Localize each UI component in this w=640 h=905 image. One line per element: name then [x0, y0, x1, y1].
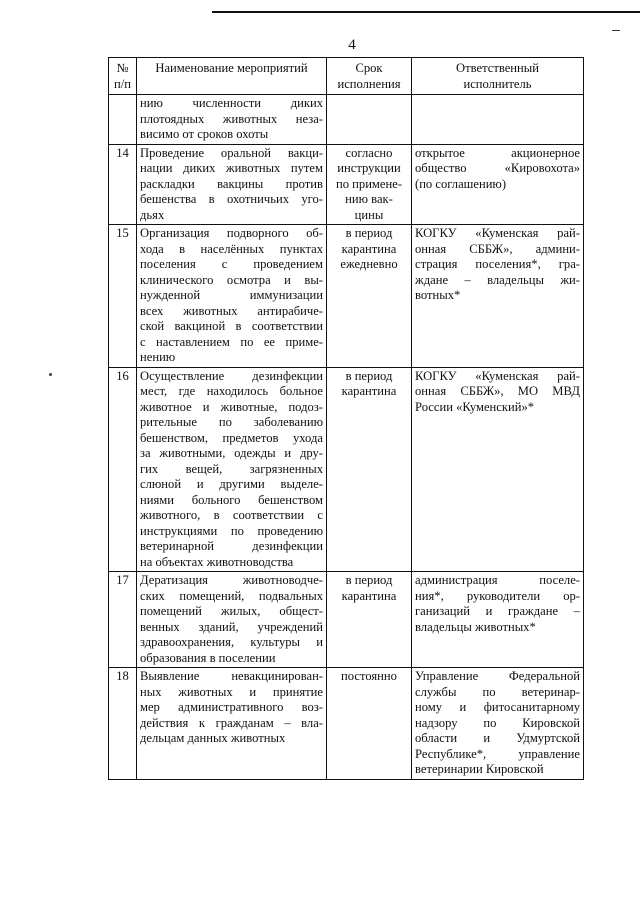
- name-text-line: за животными, одежды и дру-: [140, 446, 323, 460]
- term-text-line: карантина: [341, 384, 397, 398]
- resp-text-line: области и Удмуртской: [415, 731, 580, 745]
- row-number: 16: [109, 367, 137, 572]
- table-row: [109, 95, 584, 145]
- term-text-line: карантина: [341, 588, 397, 603]
- header-num-line: №: [116, 61, 129, 75]
- name-text-line: рительные по заболеванию: [140, 415, 323, 429]
- term-text-line: согласно: [345, 145, 393, 160]
- resp-text-line: страция поселения*, гра-: [415, 257, 580, 271]
- name-text-line: Проведение оральной вакци-: [140, 145, 323, 160]
- name-text-line: всех животных антирабиче-: [140, 303, 323, 318]
- cell-name: [137, 572, 327, 668]
- table-header-row: [109, 58, 584, 95]
- name-text-line: нению: [140, 350, 176, 364]
- cell-resp: [412, 95, 584, 145]
- header-num: [109, 58, 137, 95]
- row-number: 17: [109, 572, 137, 668]
- cell-resp: [412, 572, 584, 668]
- header-resp-line: Ответственный: [456, 61, 539, 75]
- table-row: [109, 668, 584, 780]
- table-row: [109, 225, 584, 368]
- header-num-line: п/п: [114, 76, 131, 91]
- table-body: [109, 95, 584, 780]
- resp-text-line: надзору по Кировской: [415, 715, 580, 730]
- name-text-line: животное и животные, подоз-: [140, 399, 323, 414]
- name-text-line: дельцам данных животных: [140, 731, 286, 745]
- resp-text-line: Управление Федеральной: [415, 669, 580, 683]
- name-text-line: животного, в соответствии с: [140, 508, 323, 522]
- name-text-line: на объектах животноводства: [140, 554, 294, 569]
- name-text-line: клинического осмотра и вы-: [140, 272, 323, 287]
- name-text-line: Организация подворного об-: [140, 226, 323, 240]
- resp-text-line: ждане – владельцы жи-: [415, 272, 580, 287]
- cell-name: [137, 144, 327, 225]
- resp-text-line: общество «Кировохота»: [415, 161, 580, 175]
- resp-text-line: ганизаций и граждане –: [415, 604, 580, 618]
- table-row: [109, 572, 584, 668]
- cell-resp: [412, 367, 584, 572]
- resp-text-line: ветеринарии Кировской: [415, 762, 544, 776]
- resp-text-line: открытое акционерное: [415, 145, 580, 160]
- resp-text-line: КОГКУ «Куменская рай-: [415, 368, 580, 383]
- name-text-line: нужденной иммунизации: [140, 288, 323, 302]
- header-term-line: исполнения: [337, 76, 401, 91]
- resp-text-line: онная СББЖ», админи-: [415, 241, 580, 256]
- name-text-line: Выявление невакцинирован-: [140, 669, 323, 683]
- name-text-line: мест, где находилось больное: [140, 384, 323, 398]
- name-text-line: бешенства в охотничьих уго-: [140, 192, 323, 206]
- name-text-line: нию численности диких: [140, 96, 323, 110]
- name-text-line: ской вакциной в соответствии: [140, 319, 323, 333]
- name-text-line: раскладки вакцины против: [140, 176, 323, 191]
- name-text-line: висимо от сроков охоты: [140, 127, 269, 141]
- cell-resp: [412, 225, 584, 368]
- name-text-line: ниями больного бешенством: [140, 492, 323, 507]
- cell-term: [327, 225, 412, 368]
- margin-mark: [49, 373, 52, 376]
- term-text-line: нию вак-: [345, 192, 393, 206]
- resp-text-line: России «Куменский»*: [415, 399, 535, 414]
- name-text-line: действия к гражданам – вла-: [140, 715, 323, 730]
- name-text-line: венных зданий, учреждений: [140, 619, 323, 634]
- page-number: 4: [348, 37, 356, 53]
- name-text-line: поселения с проведением: [140, 257, 323, 271]
- header-term-line: Срок: [355, 61, 383, 75]
- name-text-line: образования в поселении: [140, 650, 276, 665]
- term-text-line: карантина: [341, 241, 397, 256]
- name-text-line: дьях: [140, 207, 165, 222]
- term-text-line: в период: [345, 573, 393, 587]
- header-name-line: Наименование мероприятий: [155, 61, 308, 75]
- row-number: [109, 95, 137, 145]
- term-text-line: в период: [345, 368, 393, 383]
- resp-text-line: КОГКУ «Куменская рай-: [415, 226, 580, 240]
- resp-text-line: ния*, руководители ор-: [415, 588, 580, 603]
- resp-text-line: онная СББЖ», МО МВД: [415, 384, 580, 398]
- row-number: 14: [109, 144, 137, 225]
- name-text-line: бешенством, предметов ухода: [140, 430, 323, 445]
- resp-text-line: ному и фитосанитарному: [415, 700, 580, 714]
- name-text-line: инструкциями по проведению: [140, 523, 323, 538]
- term-text-line: инструкции: [337, 161, 401, 175]
- term-text-line: ежедневно: [340, 257, 398, 271]
- term-text-line: постоянно: [341, 669, 397, 683]
- cell-name: [137, 95, 327, 145]
- name-text-line: с наставлением по ее приме-: [140, 334, 323, 349]
- cell-name: [137, 668, 327, 780]
- table-row: [109, 367, 584, 572]
- name-text-line: здравоохранения, культуры и: [140, 635, 323, 649]
- row-number: 18: [109, 668, 137, 780]
- cell-resp: [412, 144, 584, 225]
- top-rule: [212, 11, 640, 13]
- resp-text-line: администрация поселе-: [415, 573, 580, 587]
- resp-text-line: (по соглашению): [415, 176, 507, 191]
- resp-text-line: вотных*: [415, 288, 461, 302]
- name-text-line: плотоядных животных неза-: [140, 111, 323, 126]
- term-text-line: цины: [354, 207, 384, 222]
- name-text-line: слюной и другими выделе-: [140, 477, 323, 491]
- resp-text-line: Республике*, управление: [415, 746, 580, 761]
- header-term: [327, 58, 412, 95]
- cell-resp: [412, 668, 584, 780]
- header-resp: [412, 58, 584, 95]
- resp-text-line: владельцы животных*: [415, 619, 536, 634]
- term-text-line: в период: [345, 226, 393, 240]
- name-text-line: ных животных и принятие: [140, 684, 323, 699]
- name-text-line: хода в населённых пунктах: [140, 241, 323, 256]
- cell-term: [327, 144, 412, 225]
- name-text-line: Дератизация животноводче-: [140, 573, 323, 587]
- name-text-line: мер административного воз-: [140, 700, 323, 714]
- cell-term: [327, 367, 412, 572]
- header-name: [137, 58, 327, 95]
- term-text-line: по примене-: [335, 176, 403, 191]
- table-row: [109, 144, 584, 225]
- cell-term: [327, 572, 412, 668]
- row-number: 15: [109, 225, 137, 368]
- name-text-line: Осуществление дезинфекции: [140, 368, 323, 383]
- cell-name: [137, 225, 327, 368]
- corner-mark: [612, 30, 620, 31]
- name-text-line: ских помещений, подвальных: [140, 588, 323, 603]
- header-resp-line: исполнитель: [463, 76, 532, 91]
- cell-name: [137, 367, 327, 572]
- cell-term: [327, 668, 412, 780]
- name-text-line: гих вещей, загрязненных: [140, 461, 323, 476]
- name-text-line: помещений жилых, общест-: [140, 604, 323, 618]
- name-text-line: нации диких животных путем: [140, 161, 323, 175]
- resp-text-line: службы по ветеринар-: [415, 684, 580, 699]
- name-text-line: ветеринарной дезинфекции: [140, 539, 323, 553]
- cell-term: [327, 95, 412, 145]
- measures-table: [108, 57, 584, 780]
